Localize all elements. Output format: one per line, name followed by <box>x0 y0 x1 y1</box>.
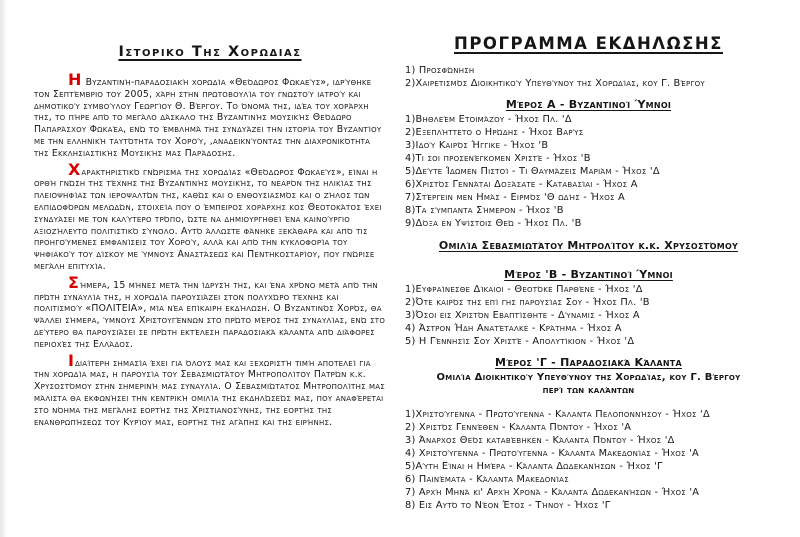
part-a-heading: Μέρος Α - Βυζαντινοί Ύμνοι <box>505 98 672 111</box>
program-item: 4) Άστρον Ήδη Ανατέταλκε - Κράτημα - Ήχος Α <box>405 323 622 334</box>
right-page-program <box>400 0 800 537</box>
program-item: 6)Χριστός Γεννάται Δοξάσατε - Καταβασίαι - Ήχος Α <box>405 179 638 190</box>
part-c-items <box>405 408 772 512</box>
part-c-subheading-line2: περί των καλάντων <box>542 385 635 396</box>
history-title: Ιστορικο Της Χορωδιας <box>118 44 302 60</box>
part-c-heading: Μέρος 'Γ - Παραδοσιακά Κάλαντα <box>495 356 682 369</box>
program-item: 9)Δόξα εν Υψίστοις Θεώ - Ήχος Πλ. 'Β <box>405 218 582 229</box>
drop-cap-initial: Χ <box>68 159 82 179</box>
program-item: 2)Εξεπλήττετο ο Ηρώδης - Ήχος Βαρύς <box>405 127 584 138</box>
part-a-items <box>405 113 772 230</box>
drop-cap-initial: Ι <box>68 350 75 370</box>
part-c-subheading-line1: Ομιλία Διοικητικού Υπευθύνου της Χορωδίας, κου Γ. Βέργου <box>436 372 741 383</box>
part-b-heading: Μέρος 'Β - Βυζαντινοί Ύμνοι <box>504 268 673 281</box>
history-paragraph-4 <box>34 350 386 429</box>
paragraph-text: διαίτερη σημασία έχει για όλους μας και ξεχωριστή τιμή αποτελεί για την χορωδία μας, η παρουσία του Σεβασμιωτάτου Μητροπολίτου Πατρών κ.κ. Χρυσοστόμου στην σημερινή μας συναυλία. Ο Σεβασμιώτατος Μητροπολίτης μας μάλιστα θα εκφωνήσει την κεντρική ομιλία της εκδηλώσεώς μας, που αναφέρεται στο νόημα της μεγάλης εορτής της Χριστιανοσύνης, της εορτής της ενανθρωπήσεως του Κυρίου μας, εορτής της αγάπης και της ειρήνης. <box>34 357 385 428</box>
homily-heading: Ομιλία Σεβασμιωτάτου Μητρολίτου κ.κ. Χρυσοστόμου <box>438 239 739 252</box>
program-intro-item-1: 1) Προσφώνηση <box>405 65 475 76</box>
history-paragraph-2 <box>34 159 386 273</box>
paragraph-text: Βυζαντινή-παραδοσιακή χορωδία «Θεόδωρος Φωκαεύς», ιδρύθηκε τον Σεπτέμβριο του 2005, χάρη στην πρωτοβουλία του γνωστού ιατρού και δημοτικού συμβούλου Γεωργίου Θ. Βέργου. Το όνομά της, ιδέα του χοράρχη της, το πήρε από το μεγάλο δάσκαλο της Βυζαντινής μουσικής Θεόδωρο Παπαράσχου Φωκαέα, ενώ το έμβλημά της συνδυάζει την ιστορία του Βυζαντίου με την ελληνική ταυτότητα του Χορού, ,αναδεικνύοντας την διαχρονικότητα της Εκκλησιαστικής Μουσικής μας Παράδοσης. <box>34 77 382 159</box>
history-paragraph-3 <box>34 272 386 351</box>
program-item: 1)Βηθλεέμ Ετοιμάζου - Ήχος Πλ. 'Δ <box>405 114 572 125</box>
program-item: 5)Δεύτε Ίδωμεν Πιστοί - Τι Θαυμάζεις Μαριάμ - Ήχος 'Δ <box>405 166 660 177</box>
program-item: 4) Χριστούγεννα - Πρωτούγεννα - Κάλαντα Μακεδονίας - Ήχος 'Α <box>405 448 699 459</box>
program-item: 7) Αρχή Μηνά κι' Αρχή Χρονά - Κάλαντα Δωδεκανήσων - Ήχος 'Α <box>405 487 700 498</box>
program-item: 7)Στέργειν μεν Ημάς - Ειρμός 'Θ ωδής - Ήχος Α <box>405 192 625 203</box>
drop-cap-initial: Σ <box>68 272 80 292</box>
program-item: 4)Τι σοι προσενέγκομεν Χριστέ - Ήχος 'Β <box>405 153 591 164</box>
program-item: 2) Χριστός Γεννέθεν - Κάλαντα Πόντου - Ήχος 'Α <box>405 422 632 433</box>
program-item: 5) Η Γέννησίς Σου Χριστέ - Απολυτίκιον - Ήχος 'Δ <box>405 336 635 347</box>
program-item: 1)Χριστούγεννα - Πρωτούγεννα - Κάλαντα Πελοποννήσου - Ήχος 'Δ <box>405 409 710 420</box>
program-item: 3) Άναρχος Θεός καταβέβηκεν - Κάλαντα Πόντου - Ήχος 'Δ <box>405 435 675 446</box>
program-intro-item-2: 2)Χαιρετισμός Διοικητικού Υπευθύνου της Χορωδίας, κου Γ. Βέργου <box>405 78 705 89</box>
program-item: 5)Αύτη Είναι η Ημέρα - Κάλαντα Δωδεκανήσων - Ήχος 'Γ <box>405 461 663 472</box>
drop-cap-initial: Η <box>68 70 83 89</box>
program-item: 8)Τα σύμπαντα Σήμερον - Ήχος 'Β <box>405 205 564 216</box>
program-item: 8) Εις Αυτό το Νέον Έτος - Τήνου - Ήχος 'Γ <box>405 500 611 511</box>
paragraph-text: αρακτηριστικό γνώρισμα της χορωδίας «Θεόδωρος Φωκαεύς», είναι η ορθή γνώση της τέχνης της Βυζαντινής μουσικής, το νεαρόν της ηλικίας της πλειοψηφίας των ιεροψαλτών της, καθώς και ο ενθουσιασμός και ο ζήλος των ελπιδοφόρων μελωδών, στοιχεία που ο έμπειρος χοράρχης κος Θεοτοκάτος έχει συνδυάσει με τον καλύτερο τρόπο, ώστε να δημιουργηθεί ένα καινούργιο αξιοζήλευτο πολιτιστικό σύνολο. Αυτό άλλωστε φάνηκε ξεκάθαρα και από τις προηγούμενες εμφανίσεις του Χορού, αλλά και από την κυκλοφορία του ψηφιακού του δίσκου με ύμνους Αναστάσεως και Πεντηκοσταρίου, που γνώρισε μεγάλη επιτυχία. <box>34 166 382 272</box>
program-item: 6) Παινέματα - Κάλαντα Μακεδονίας <box>405 474 569 485</box>
paragraph-text: ήμερα, 15 μήνες μετά την ίδρυσή της, και ένα χρόνο μετά από την πρώτη συναυλία της, η χορωδία παρουσιάζει στον πολυχώρο τέχνης και πολιτισμού «ΠΟΛΙΤΕΙΑ», μία νέα επίκαιρη εκδήλωση. Ο Βυζαντινός Χορός, θα ψάλλει σήμερα, ύμνους Χριστουγέννων στο πρώτο μέρος της συναυλίας, ενώ στο δεύτερο θα παρουσιάσει σε πρώτη εκτέλεση παραδοσιακά κάλαντα από διάφορες περιοχές της Ελλάδος. <box>34 279 386 350</box>
program-item: 2)Ότε καιρός της επί γης παρουσίας Σου - Ήχος Πλ. 'Β <box>405 297 650 308</box>
part-b-items <box>405 283 772 348</box>
program-title: ΠΡΟΓΡΑΜΜΑ ΕΚΔΗΛΩΣΗΣ <box>454 34 723 53</box>
program-item: 3)Ιδού Καιρός Ήγγικε - Ήχος 'Β <box>405 140 549 151</box>
history-paragraph-1 <box>34 70 386 160</box>
program-item: 1)Ευφραίνεσθε Δίκαιοι - Θεοτόκε Παρθένε - Ήχος 'Δ <box>405 284 643 295</box>
spacer <box>405 254 772 260</box>
program-item: 3)Όσοι εις Χριστόν Εβαπτίσθητε - Δύναμις - Ήχος Α <box>405 310 640 321</box>
